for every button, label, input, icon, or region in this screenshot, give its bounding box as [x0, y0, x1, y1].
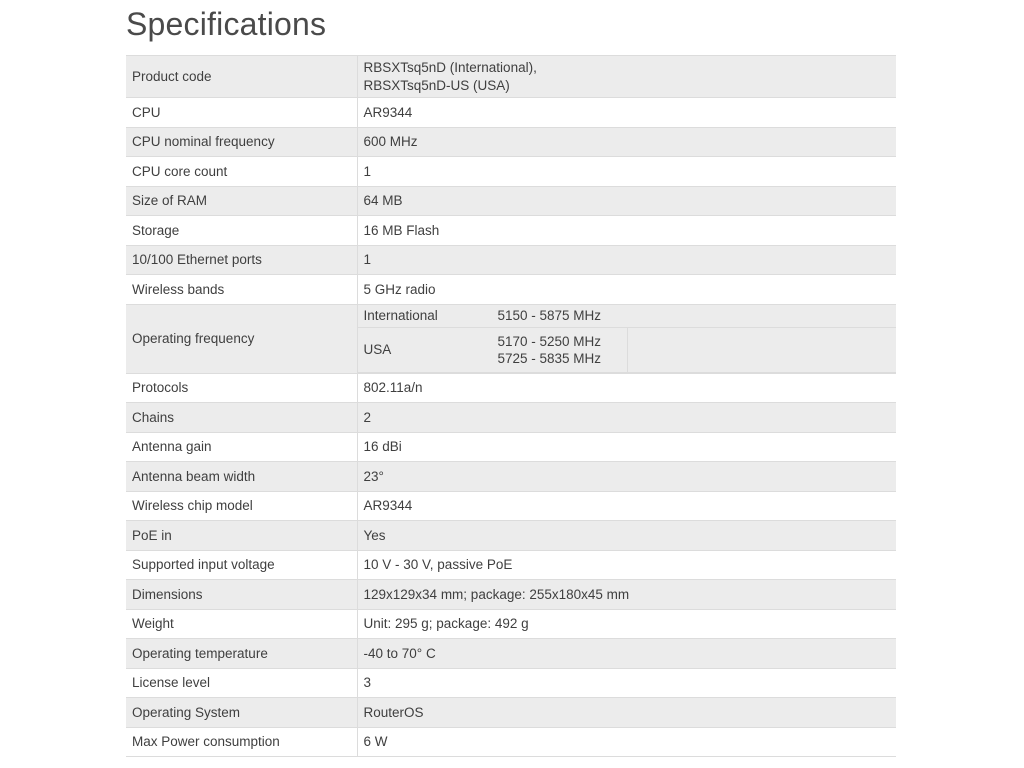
- spec-value-line: RBSXTsq5nD (International),: [363, 59, 537, 75]
- spec-value: 129x129x34 mm; package: 255x180x45 mm: [357, 580, 896, 610]
- frequency-row: [358, 327, 897, 372]
- table-row: [126, 186, 896, 216]
- table-row: [126, 491, 896, 521]
- frequency-region: International: [358, 305, 492, 328]
- specifications-table: [126, 55, 896, 757]
- frequency-region: USA: [358, 327, 492, 372]
- spec-value: 1: [357, 245, 896, 275]
- spec-label: License level: [126, 668, 357, 698]
- spec-label: 10/100 Ethernet ports: [126, 245, 357, 275]
- spec-value: 16 MB Flash: [357, 216, 896, 246]
- spec-label: Operating System: [126, 698, 357, 728]
- table-row: [126, 550, 896, 580]
- spec-value: 16 dBi: [357, 432, 896, 462]
- spec-label: Antenna beam width: [126, 462, 357, 492]
- spec-value: AR9344: [357, 98, 896, 128]
- table-row: [126, 580, 896, 610]
- spec-label: Antenna gain: [126, 432, 357, 462]
- frequency-range-line: 5725 - 5835 MHz: [497, 350, 602, 366]
- table-row: [126, 727, 896, 757]
- spec-label: CPU nominal frequency: [126, 127, 357, 157]
- table-row: [126, 639, 896, 669]
- table-row: [126, 127, 896, 157]
- table-row: [126, 56, 896, 98]
- table-row: [126, 98, 896, 128]
- frequency-subtable-cell: [357, 304, 896, 373]
- spec-label: Storage: [126, 216, 357, 246]
- spec-label: Max Power consumption: [126, 727, 357, 757]
- page-title: Specifications: [126, 6, 327, 42]
- spec-label: Wireless chip model: [126, 491, 357, 521]
- frequency-range: [492, 327, 628, 372]
- frequency-subtable: [358, 305, 897, 373]
- spec-value: 3: [357, 668, 896, 698]
- table-row: [126, 373, 896, 403]
- spec-value-line: RBSXTsq5nD-US (USA): [363, 77, 510, 93]
- spec-label: CPU core count: [126, 157, 357, 187]
- spec-label: Weight: [126, 609, 357, 639]
- frequency-range-line: 5150 - 5875 MHz: [497, 308, 602, 323]
- frequency-filler: [628, 305, 897, 328]
- spec-label: Dimensions: [126, 580, 357, 610]
- spec-label: CPU: [126, 98, 357, 128]
- table-row: [126, 157, 896, 187]
- spec-label: Operating frequency: [126, 304, 357, 373]
- frequency-range-line: 5170 - 5250 MHz: [497, 333, 602, 349]
- spec-value: Unit: 295 g; package: 492 g: [357, 609, 896, 639]
- frequency-row: [358, 305, 897, 328]
- table-row: [126, 462, 896, 492]
- spec-value: 600 MHz: [357, 127, 896, 157]
- spec-label: Chains: [126, 403, 357, 433]
- table-row: [126, 698, 896, 728]
- spec-value: 802.11a/n: [357, 373, 896, 403]
- spec-value: RouterOS: [357, 698, 896, 728]
- spec-label: Supported input voltage: [126, 550, 357, 580]
- spec-value: 6 W: [357, 727, 896, 757]
- spec-label: Size of RAM: [126, 186, 357, 216]
- table-row: [126, 403, 896, 433]
- spec-label: PoE in: [126, 521, 357, 551]
- table-row: [126, 432, 896, 462]
- spec-value: 64 MB: [357, 186, 896, 216]
- frequency-range: [492, 305, 628, 328]
- spec-label: Protocols: [126, 373, 357, 403]
- table-row: [126, 668, 896, 698]
- spec-value: 23°: [357, 462, 896, 492]
- spec-value: 1: [357, 157, 896, 187]
- spec-value: AR9344: [357, 491, 896, 521]
- table-row-operating-frequency: [126, 304, 896, 373]
- spec-value: -40 to 70° C: [357, 639, 896, 669]
- table-row: [126, 521, 896, 551]
- spec-label: Product code: [126, 56, 357, 98]
- spec-label: Wireless bands: [126, 275, 357, 305]
- table-row: [126, 245, 896, 275]
- table-row: [126, 609, 896, 639]
- spec-value: 5 GHz radio: [357, 275, 896, 305]
- table-row: [126, 216, 896, 246]
- spec-value: 2: [357, 403, 896, 433]
- spec-value: 10 V - 30 V, passive PoE: [357, 550, 896, 580]
- table-row: [126, 275, 896, 305]
- spec-label: Operating temperature: [126, 639, 357, 669]
- spec-value: [357, 56, 896, 98]
- spec-value: Yes: [357, 521, 896, 551]
- frequency-filler: [628, 327, 897, 372]
